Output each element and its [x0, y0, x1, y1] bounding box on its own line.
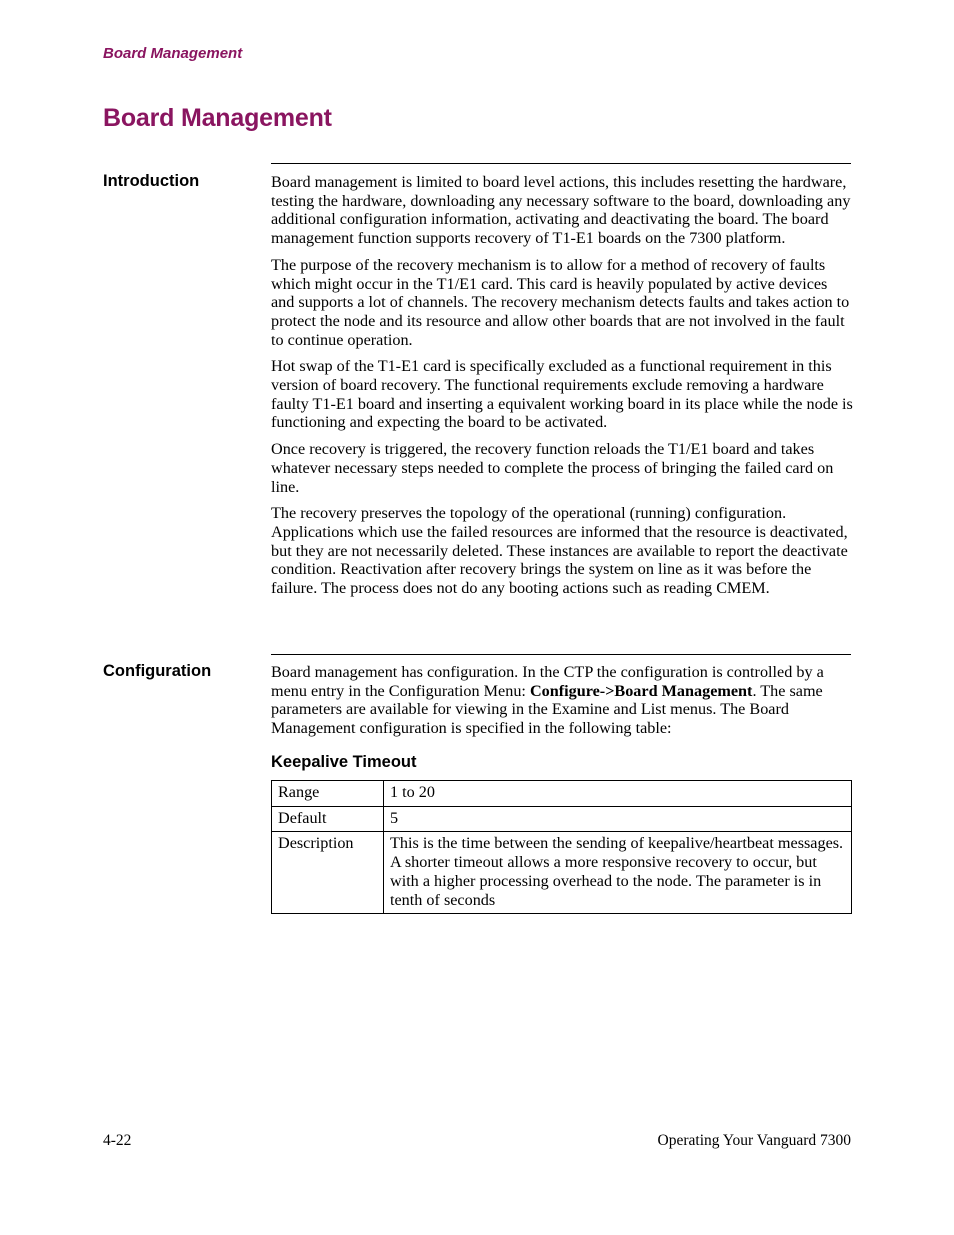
intro-paragraph: Board management is limited to board level actions, this includes resetting the hardware, testing the hardware, downloading any necessary software to the board, downloading any additional configuration information, activating and deactivating the board. The board management function supports recovery of T1-E1 boards on the 7300 platform.: [271, 173, 851, 248]
introduction-heading: Introduction: [103, 172, 200, 190]
introduction-body: [271, 173, 853, 606]
row-value: This is the time between the sending of keepalive/heartbeat messages. A shorter timeout allows a more responsive recovery to occur, but with a higher processing overhead to the node. The parameter is in tenth of seconds: [384, 832, 852, 914]
page-title: Board Management: [103, 104, 332, 132]
configuration-paragraph: [271, 663, 853, 738]
section-divider: [271, 163, 851, 164]
section-divider: [271, 654, 851, 655]
configuration-heading: Configuration: [103, 662, 212, 680]
configuration-body: [271, 663, 853, 746]
intro-paragraph: Hot swap of the T1-E1 card is specifically excluded as a functional requirement in this version of board recovery. The functional requirements exclude removing a hardware faulty T1-E1 board and inserting a equivalent working board in its place while the node is functioning and expecting the board to be activated.: [271, 357, 853, 432]
intro-paragraph: The purpose of the recovery mechanism is to allow for a method of recovery of faults which might occur in the T1/E1 card. This card is heavily populated by active devices and supports a lot of channels. The recovery mechanism detects faults and takes action to protect the node and its resource and allow other boards that are not involved in the fault to continue operation.: [271, 255, 850, 349]
intro-paragraph: Once recovery is triggered, the recovery function reloads the T1/E1 board and takes whatever necessary steps needed to complete the process of bringing the failed card on line.: [271, 440, 834, 496]
table-row: [272, 806, 852, 832]
config-text-before: Board management has configuration. In the CTP the configuration is controlled by a menu entry in the Configuration Menu:: [271, 663, 824, 700]
running-head: Board Management: [103, 45, 243, 62]
page-number: 4-22: [103, 1132, 132, 1149]
row-label: Range: [272, 781, 384, 807]
row-value: 1 to 20: [384, 781, 852, 807]
table-title: Keepalive Timeout: [271, 753, 417, 771]
book-title: Operating Your Vanguard 7300: [657, 1132, 851, 1149]
intro-paragraph: The recovery preserves the topology of the operational (running) configuration. Applications which use the failed resources are informed that the resource is deactivated, but they are not necessarily deleted. These instances are available to report the deactivate condition. Reactivation after recovery brings the system on line as it was before the failure. The process does not do any booting actions such as reading CMEM.: [271, 504, 848, 598]
table-row: [272, 781, 852, 807]
row-label: Description: [272, 832, 384, 914]
menu-path: Configure->Board Management: [529, 681, 753, 700]
config-text-after: . The same parameters are available for viewing in the Examine and List menus. The Board Management configuration is specified in the following table:: [271, 681, 823, 738]
parameter-table: [271, 780, 852, 914]
row-value: 5: [384, 806, 852, 832]
table-row: [272, 832, 852, 914]
row-label: Default: [272, 806, 384, 832]
